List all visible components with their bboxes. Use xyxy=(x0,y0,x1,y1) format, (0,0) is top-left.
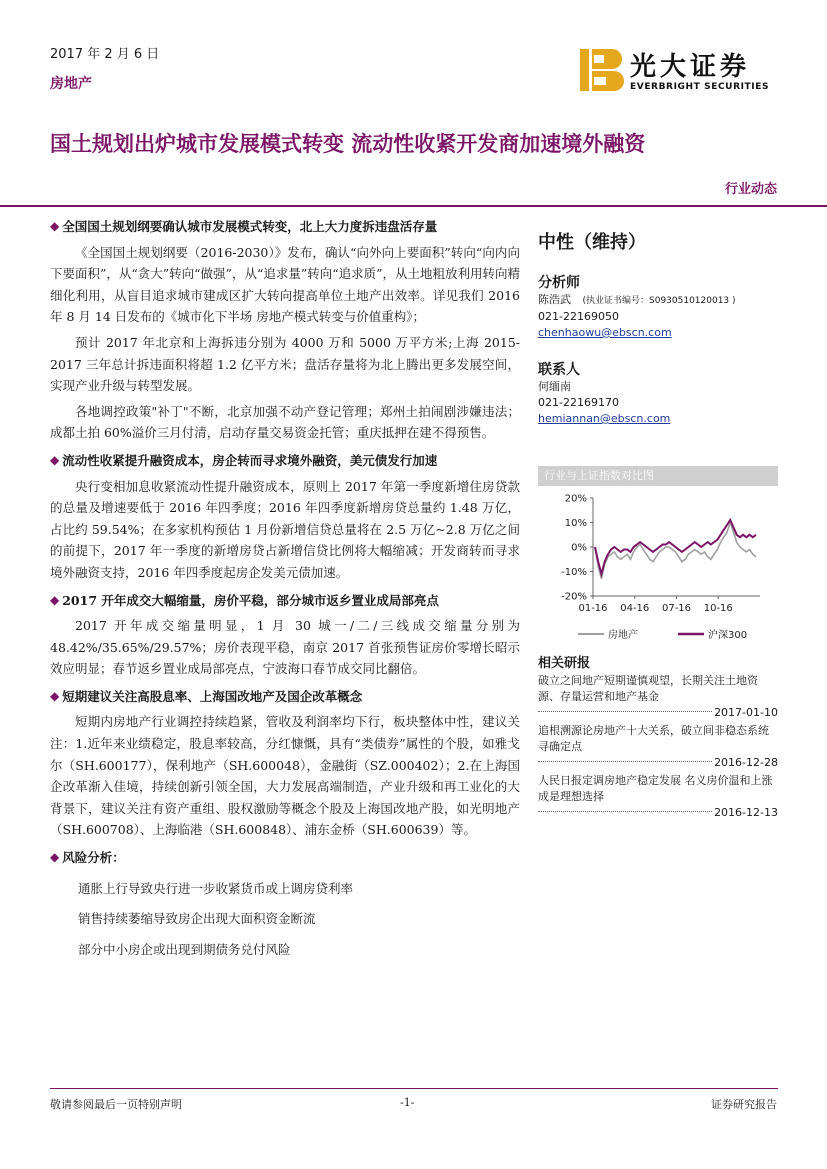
x-tick-label: 10-16 xyxy=(703,603,733,614)
x-tick-label: 01-16 xyxy=(578,603,608,614)
dot-leader xyxy=(538,811,712,812)
section-heading xyxy=(50,216,520,238)
diamond-bullet-icon: ◆ xyxy=(50,850,60,865)
diamond-bullet-icon: ◆ xyxy=(50,452,60,467)
paragraph: 《全国国土规划纲要（2016-2030）》发布，确认“向外向上要面积”转向“向内向下要面积”，从“贪大”转向“做强”，从“追求量”转向“追求质”，从土地粗放利用转向精细化利用，从盲目追求城市建成区扩大转向提高单位土地产出效率。详见我们 2016 年 8 月 14 日发布的《城市化下半场 房地产模式转变与价值重构》； xyxy=(50,244,521,325)
y-tick-label: -20% xyxy=(561,591,587,603)
y-tick-label: 20% xyxy=(564,493,587,505)
analyst-name: 陈浩武 xyxy=(538,293,571,306)
analyst-heading: 分析师 xyxy=(538,275,580,291)
related-item-date-row xyxy=(538,755,778,771)
footer-divider xyxy=(50,1088,778,1089)
report-date: 2017 年 2 月 6 日 xyxy=(50,47,160,62)
risk-heading-text: 风险分析： xyxy=(62,850,125,866)
contact-heading: 联系人 xyxy=(538,362,580,378)
logo-text-en: EVERBRIGHT SECURITIES xyxy=(630,82,770,92)
main-body xyxy=(50,216,520,960)
analyst-email-link[interactable]: chenhaowu@ebscn.com xyxy=(538,326,672,339)
paragraph: 各地调控政策"补丁"不断，北京加强不动产登记管理；郑州土拍闹剧涉嫌违法；成都土拍 60%溢价三月付清，启动存量交易资金托管；重庆抵押在建不得预售。 xyxy=(50,403,520,441)
risk-heading xyxy=(50,847,520,869)
related-research xyxy=(538,652,778,821)
footer-disclaimer: 敬请参阅最后一页特别声明 xyxy=(50,1098,182,1111)
related-item-date: 2016-12-13 xyxy=(714,806,778,819)
x-tick-label: 04-16 xyxy=(620,603,650,614)
related-item-date-row xyxy=(538,805,778,821)
related-item-date-row xyxy=(538,705,778,721)
related-item-title: 人民日报定调房地产稳定发展 名义房价温和上涨成是理想选择 xyxy=(538,774,773,803)
diamond-bullet-icon: ◆ xyxy=(50,219,60,233)
section-heading-text: 2017 开年成交大幅缩量，房价平稳，部分城市返乡置业成局部亮点 xyxy=(62,592,439,608)
y-tick-label: -10% xyxy=(561,567,587,578)
risk-item: 通胀上行导致央行进一步收紧货币或上调房贷利率 xyxy=(78,880,354,896)
risk-item: 部分中小房企或出现到期债务兑付风险 xyxy=(78,941,291,957)
dot-leader xyxy=(538,711,712,712)
analyst-cert: (执业证书编号：S0930510120013 ) xyxy=(582,296,736,306)
legend-label: 沪深300 xyxy=(708,630,748,641)
contact-phone: 021-22169170 xyxy=(538,396,619,409)
section-heading xyxy=(50,450,520,472)
analyst-info xyxy=(538,292,778,309)
header-divider xyxy=(0,205,827,207)
related-item-date: 2016-12-28 xyxy=(714,756,778,769)
paragraph: 预计 2017 年北京和上海拆违分别为 4000 万和 5000 万平方米;上海 2015-2017 三年总计拆违面积将超 1.2 亿平方米；盘活存量将为北上腾出更多发展空间，实现产业升级与转型发展。 xyxy=(50,334,520,394)
comparison-chart xyxy=(538,466,778,655)
footer-brand: 证券研究报告 xyxy=(711,1098,777,1111)
risk-item: 销售持续萎缩导致房企出现大面积资金断流 xyxy=(78,911,316,927)
paragraph: 2017 开年成交缩量明显，1 月 30 城一/二/三线成交缩量分别为 48.42%/35.65%/29.57%；房价表现平稳，南京 2017 首张预售证房价零增长昭示效应明显；春节返乡置业成局部亮点，宁波海口春节成交同比翻倍。 xyxy=(50,618,520,677)
section-heading-text: 流动性收紧提升融资成本，房企转而寻求境外融资，美元债发行加速 xyxy=(62,452,438,468)
report-type-label: 行业动态 xyxy=(724,182,777,197)
sector-label: 房地产 xyxy=(50,76,92,92)
related-item-title: 破立之间地产短期谨慎观望，长期关注土地资源、存量运营和地产基金 xyxy=(538,674,758,703)
x-tick-label: 07-16 xyxy=(661,603,692,614)
diamond-bullet-icon: ◆ xyxy=(50,592,60,607)
y-tick-label: 10% xyxy=(564,518,587,529)
page-title: 国土规划出炉城市发展模式转变 流动性收紧开发商加速境外融资 xyxy=(50,132,646,156)
section-heading-text: 短期建议关注高股息率、上海国改地产及国企改革概念 xyxy=(62,688,363,704)
section-heading-text: 全国国土规划纲要确认城市发展模式转变，北上大力度拆违盘活存量 xyxy=(62,219,438,234)
chart-svg xyxy=(538,486,778,651)
section-heading xyxy=(50,686,520,708)
paragraph: 央行变相加息收紧流动性提升融资成本，原则上 2017 年第一季度新增住房贷款的总量及增速要低于 2016 年四季度；2016 年四季度新增房贷总量约 1.48 万亿，占比约 59.54%；在多家机构预估 1 月份新增信贷总量将在 2.5 万亿~2.8 万亿之间的前提下，2017 年一季度的新增房贷占新增信贷比例将大幅缩减；开发商转而寻求境外融资支持，2016 年四季度起房企发美元债加速。 xyxy=(50,478,520,580)
sidebar xyxy=(538,216,778,427)
analyst-phone: 021-22169050 xyxy=(538,310,619,323)
chart-title: 行业与上证指数对比图 xyxy=(538,466,778,486)
contact-name: 何缅南 xyxy=(538,380,571,393)
paragraph: 短期内房地产行业调控持续趋紧，管收及利润率均下行，板块整体中性，建议关注：1.近年来业绩稳定，股息率较高，分红慷慨，具有“类债券”属性的个股，如雅戈尔（SH.600177），保利地产（SH.600048），金融街（SZ.000402）；2.在上海国企改革渐入佳境，持续创新引领全国，大力发展高端制造，产业升级和再工业化的大背景下，建议关注有资产重组、股权激励等概念个股及上海国改地产股，如光明地产（SH.600708）、上海临港（SH.600848）、浦东金桥（SH.600639）等。 xyxy=(50,714,520,838)
logo-text-cn: 光大证券 xyxy=(630,52,751,82)
y-tick-label: 0% xyxy=(571,542,587,554)
dot-leader xyxy=(538,761,712,762)
legend-label: 房地产 xyxy=(608,630,638,641)
related-item-title: 追根溯源论房地产十大关系，破立间非稳态系统寻确定点 xyxy=(538,724,769,753)
diamond-bullet-icon: ◆ xyxy=(50,688,60,703)
rating-label: 中性（维持） xyxy=(538,232,646,253)
section-heading xyxy=(50,590,520,612)
related-item-date: 2017-01-10 xyxy=(714,706,778,719)
page-number: -1- xyxy=(400,1096,415,1109)
related-heading: 相关研报 xyxy=(538,656,591,671)
contact-email-link[interactable]: hemiannan@ebscn.com xyxy=(538,412,671,425)
